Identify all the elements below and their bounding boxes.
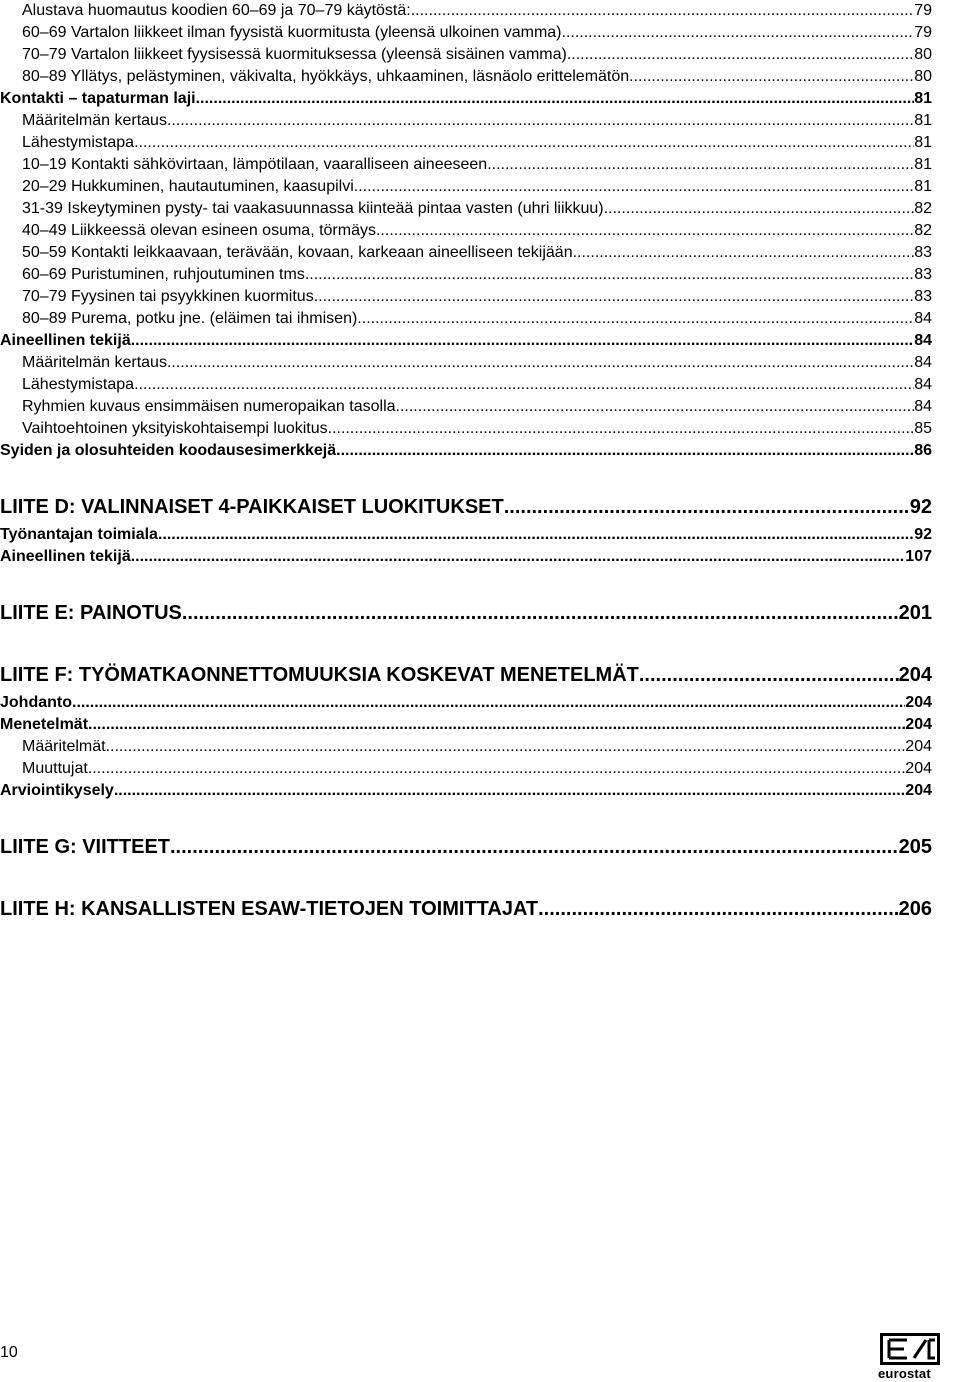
- toc-page-number: 206: [898, 898, 932, 920]
- toc-leader-dots: [158, 524, 914, 546]
- toc-heading[interactable]: [0, 662, 932, 688]
- toc-entry[interactable]: [0, 692, 932, 714]
- toc-entry[interactable]: [0, 524, 932, 546]
- toc-leader-dots: [504, 494, 910, 520]
- toc-leader-dots: [411, 0, 914, 22]
- toc-entry[interactable]: [0, 374, 932, 396]
- toc-leader-dots: [396, 396, 915, 418]
- toc-page-number: 204: [898, 664, 932, 686]
- toc-entry-title: 80–89 Purema, potku jne. (eläimen tai ihmisen): [22, 310, 358, 327]
- toc-leader-dots: [629, 66, 914, 88]
- toc-leader-dots: [170, 834, 899, 860]
- toc-leader-dots: [357, 308, 914, 330]
- toc-entry-title: Alustava huomautus koodien 60–69 ja 70–79 käytöstä:: [22, 2, 411, 19]
- toc-entry[interactable]: [0, 22, 932, 44]
- toc-page-number: 205: [898, 836, 932, 858]
- toc-entry[interactable]: [0, 110, 932, 132]
- toc-entry-title: Muuttujat: [22, 760, 88, 777]
- toc-leader-dots: [196, 88, 915, 110]
- toc-page-number: 82: [914, 222, 932, 239]
- toc-page-number: 79: [914, 2, 932, 19]
- toc-leader-dots: [639, 662, 899, 688]
- toc-entry-title: Vaihtoehtoinen yksityiskohtaisempi luokitus: [22, 420, 328, 437]
- toc-entry[interactable]: [0, 0, 932, 22]
- eurostat-logo-icon: [880, 1333, 940, 1365]
- toc-entry-title: Lähestymistapa: [22, 376, 135, 393]
- toc-leader-dots: [167, 352, 914, 374]
- eurostat-wordmark: eurostat: [878, 1366, 931, 1381]
- toc-entry[interactable]: [0, 736, 932, 758]
- toc-leader-dots: [309, 264, 914, 286]
- toc-entry[interactable]: [0, 396, 932, 418]
- toc-entry-title: 70–79 Vartalon liikkeet fyysisessä kuormituksessa (yleensä sisäinen vamma): [22, 46, 567, 63]
- toc-entry[interactable]: [0, 242, 932, 264]
- toc-leader-dots: [88, 714, 905, 736]
- toc-page-number: 84: [914, 376, 932, 393]
- eurostat-logo: [878, 1333, 942, 1381]
- toc-page-number: 80: [914, 68, 932, 85]
- toc-leader-dots: [487, 154, 914, 176]
- toc-leader-dots: [131, 330, 914, 352]
- toc-page-number: 80: [914, 46, 932, 63]
- toc-entry[interactable]: [0, 546, 932, 568]
- toc-leader-dots: [134, 132, 914, 154]
- toc-entry[interactable]: [0, 440, 932, 462]
- toc-leader-dots: [314, 286, 915, 308]
- toc-page-number: 204: [905, 738, 932, 755]
- toc-leader-dots: [72, 692, 905, 714]
- toc-leader-dots: [134, 374, 914, 396]
- toc-page-number: 92: [914, 526, 932, 543]
- toc-entry[interactable]: [0, 780, 932, 802]
- toc-page-number: 201: [898, 602, 932, 624]
- toc-entry[interactable]: [0, 330, 932, 352]
- toc-entry-title: Aineellinen tekijä: [0, 548, 131, 565]
- toc-entry-title: Ryhmien kuvaus ensimmäisen numeropaikan tasolla: [22, 398, 396, 415]
- toc-leader-dots: [376, 220, 914, 242]
- toc-entry-title: 60–69 Vartalon liikkeet ilman fyysistä kuormitusta (yleensä ulkoinen vamma): [22, 24, 562, 41]
- toc-entry-title: 20–29 Hukkuminen, hautautuminen, kaasupilvi: [22, 178, 354, 195]
- toc-page-number: 81: [914, 178, 932, 195]
- toc-page-number: 204: [905, 716, 932, 733]
- toc-entry-title: LIITE F: TYÖMATKAONNETTOMUUKSIA KOSKEVAT MENETELMÄT: [0, 664, 639, 686]
- toc-leader-dots: [167, 110, 914, 132]
- toc-leader-dots: [562, 22, 915, 44]
- toc-leader-dots: [567, 44, 914, 66]
- toc-page-number: 107: [905, 548, 932, 565]
- toc-entry-title: Syiden ja olosuhteiden koodausesimerkkejä: [0, 442, 337, 459]
- toc-entry-title: LIITE G: VIITTEET: [0, 836, 170, 858]
- toc-entry-title: 40–49 Liikkeessä olevan esineen osuma, törmäys: [22, 222, 376, 239]
- toc-entry-title: Johdanto: [0, 694, 72, 711]
- toc-entry-title: Arviointikysely: [0, 782, 114, 799]
- toc-heading[interactable]: [0, 600, 932, 626]
- toc-entry-title: 31-39 Iskeytyminen pysty- tai vaakasuunnassa kiinteää pintaa vasten (uhri liikkuu): [22, 200, 604, 217]
- toc-entry[interactable]: [0, 286, 932, 308]
- toc-page-number: 81: [914, 90, 932, 107]
- toc-leader-dots: [573, 242, 915, 264]
- toc-entry[interactable]: [0, 88, 932, 110]
- toc-page-number: 81: [914, 156, 932, 173]
- toc-leader-dots: [604, 198, 915, 220]
- toc-entry-title: Aineellinen tekijä: [0, 332, 131, 349]
- toc-page-number: 84: [914, 354, 932, 371]
- toc-entry-title: LIITE E: PAINOTUS: [0, 602, 182, 624]
- toc-entry[interactable]: [0, 418, 932, 440]
- toc-entry[interactable]: [0, 352, 932, 374]
- page-number: 10: [0, 1344, 18, 1361]
- toc-entry-title: 80–89 Yllätys, pelästyminen, väkivalta, hyökkäys, uhkaaminen, läsnäolo erittelemätön: [22, 68, 630, 85]
- toc-entry-title: 50–59 Kontakti leikkaavaan, terävään, kovaan, karkeaan aineelliseen tekijään: [22, 244, 573, 261]
- toc-entry-title: LIITE H: KANSALLISTEN ESAW-TIETOJEN TOIMITTAJAT: [0, 898, 539, 920]
- toc-entry-title: Lähestymistapa: [22, 134, 135, 151]
- toc-page-number: 81: [914, 134, 932, 151]
- toc-page-number: 82: [914, 200, 932, 217]
- toc-entry-title: LIITE D: VALINNAISET 4-PAIKKAISET LUOKITUKSET: [0, 496, 504, 518]
- toc-page-number: 204: [905, 782, 932, 799]
- toc-page-number: 81: [914, 112, 932, 129]
- toc-entry-title: Menetelmät: [0, 716, 89, 733]
- toc-entry-title: 60–69 Puristuminen, ruhjoutuminen tms.: [22, 266, 310, 283]
- toc-entry[interactable]: [0, 154, 932, 176]
- toc-leader-dots: [106, 736, 906, 758]
- toc-page-number: 79: [914, 24, 932, 41]
- toc-entry[interactable]: [0, 264, 932, 286]
- toc-entry-title: Määritelmät: [22, 738, 106, 755]
- toc-entry[interactable]: [0, 714, 932, 736]
- toc-entry-title: 70–79 Fyysinen tai psyykkinen kuormitus: [22, 288, 314, 305]
- toc-leader-dots: [538, 896, 899, 922]
- toc-entry-title: Kontakti – tapaturman laji: [0, 90, 196, 107]
- toc-page-number: 84: [914, 310, 932, 327]
- toc-entry[interactable]: [0, 132, 932, 154]
- toc-page-number: 92: [909, 496, 932, 518]
- toc-page-number: 83: [914, 266, 932, 283]
- toc-entry[interactable]: [0, 308, 932, 330]
- toc-entry-title: Määritelmän kertaus: [22, 112, 167, 129]
- toc-heading[interactable]: [0, 834, 932, 860]
- toc-entry-title: Työnantajan toimiala: [0, 526, 158, 543]
- toc-leader-dots: [336, 440, 914, 462]
- toc-heading[interactable]: [0, 896, 932, 922]
- toc-leader-dots: [88, 758, 905, 780]
- toc-page-number: 83: [914, 244, 932, 261]
- toc-page-number: 86: [914, 442, 932, 459]
- toc-leader-dots: [354, 176, 914, 198]
- toc-page-number: 84: [914, 398, 932, 415]
- toc-leader-dots: [328, 418, 915, 440]
- toc-page-number: 83: [914, 288, 932, 305]
- toc-heading[interactable]: [0, 494, 932, 520]
- toc-leader-dots: [182, 600, 899, 626]
- toc-entry[interactable]: [0, 198, 932, 220]
- toc-entry[interactable]: [0, 44, 932, 66]
- toc-page-number: 204: [905, 694, 932, 711]
- toc-page-number: 85: [914, 420, 932, 437]
- toc-leader-dots: [131, 546, 906, 568]
- toc-entry-title: Määritelmän kertaus: [22, 354, 167, 371]
- toc-page-number: 204: [905, 760, 932, 777]
- toc-entry[interactable]: [0, 176, 932, 198]
- toc-leader-dots: [114, 780, 905, 802]
- toc-entry[interactable]: [0, 758, 932, 780]
- toc-entry[interactable]: [0, 220, 932, 242]
- toc-entry-title: 10–19 Kontakti sähkövirtaan, lämpötilaan, vaaralliseen aineeseen: [22, 156, 488, 173]
- toc-entry[interactable]: [0, 66, 932, 88]
- toc-page-number: 84: [914, 332, 932, 349]
